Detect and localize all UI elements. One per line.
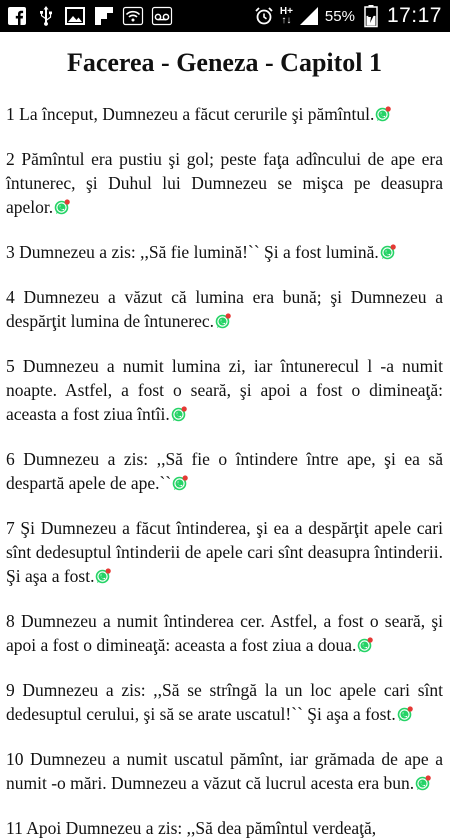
verse-item[interactable] (6, 447, 443, 495)
verse-text: 1 La început, Dumnezeu a făcut cerurile şi pămîntul. (6, 104, 375, 124)
whatsapp-share-icon[interactable] (171, 406, 187, 422)
whatsapp-share-icon[interactable] (380, 244, 396, 260)
verse-text: 9 Dumnezeu a zis: ,,Să se strîngă la un loc apele cari sînt dedesuptul cerului, şi să se arate uscatul!`` Şi aşa a fost. (6, 680, 443, 724)
facebook-icon (7, 6, 27, 26)
verse-text: 4 Dumnezeu a văzut că lumina era bună; şi Dumnezeu a despărţit lumina de întunerec. (6, 287, 443, 331)
verse-text: 3 Dumnezeu a zis: ,,Să fie lumină!`` Şi a fost lumină. (6, 242, 379, 262)
verse-text: 7 Şi Dumnezeu a făcut întinderea, şi ea a despărţit apele cari sînt dedesuptul întinderii de apele cari sînt deasupra întinderii. Şi aşa a fost. (6, 518, 443, 586)
clock: 17:17 (386, 4, 442, 27)
page-title: Facerea - Geneza - Capitol 1 (66, 48, 383, 77)
verse-text: 11 Apoi Dumnezeu a zis: ,,Să dea pămîntul verdeaţă, (6, 818, 377, 838)
chapter-view[interactable] (0, 32, 450, 838)
verse-item[interactable] (6, 354, 443, 426)
verse-item[interactable] (6, 516, 443, 588)
verse-item[interactable] (6, 816, 443, 840)
battery-icon (361, 6, 381, 26)
wifi-icon (123, 6, 143, 26)
verse-item[interactable] (6, 609, 443, 657)
verse-item[interactable] (6, 747, 443, 795)
verse-item[interactable] (6, 102, 443, 126)
verse-text: 10 Dumnezeu a numit uscatul pămînt, iar grămada de ape a numit -o mări. Dumnezeu a văzut că lucrul acesta era bun. (6, 749, 443, 793)
network-type-label: H+ (279, 6, 293, 17)
whatsapp-share-icon[interactable] (172, 475, 188, 491)
network-type-icon (280, 7, 293, 25)
system-icons (254, 4, 450, 28)
battery-percent: 55% (324, 7, 355, 25)
whatsapp-share-icon[interactable] (375, 106, 391, 122)
whatsapp-share-icon[interactable] (357, 637, 373, 653)
verse-text: 2 Pămîntul era pustiu şi gol; peste faţa adîncului de ape era întunerec, şi Duhul lui Dumnezeu se mişca pe deasupra apelor. (6, 149, 443, 217)
verse-item[interactable] (6, 678, 443, 726)
whatsapp-share-icon[interactable] (397, 706, 413, 722)
verse-item[interactable] (6, 285, 443, 333)
usb-icon (36, 6, 56, 26)
signal-icon (299, 6, 319, 26)
whatsapp-share-icon[interactable] (54, 199, 70, 215)
network-activity-arrows: ↑↓ (281, 15, 292, 26)
flipboard-icon (94, 6, 114, 26)
whatsapp-share-icon[interactable] (415, 775, 431, 791)
verse-item[interactable] (6, 240, 443, 264)
alarm-icon (254, 6, 274, 26)
status-bar (0, 0, 450, 32)
notification-icons (0, 6, 172, 26)
verse-item[interactable] (6, 147, 443, 219)
voicemail-icon (152, 6, 172, 26)
whatsapp-share-icon[interactable] (215, 313, 231, 329)
image-icon (65, 6, 85, 26)
verse-list (6, 102, 443, 840)
whatsapp-share-icon[interactable] (95, 568, 111, 584)
verse-text: 8 Dumnezeu a numit întinderea cer. Astfel, a fost o seară, şi apoi a fost o dimineaţă: aceasta a fost ziua a doua. (6, 611, 443, 655)
verse-text: 6 Dumnezeu a zis: ,,Să fie o întindere între ape, şi ea să despartă apele de ape.`` (6, 449, 443, 493)
verse-text: 5 Dumnezeu a numit lumina zi, iar întunerecul l -a numit noapte. Astfel, a fost o seară, şi apoi a fost o dimineaţă: aceasta a fost ziua întîi. (6, 356, 443, 424)
